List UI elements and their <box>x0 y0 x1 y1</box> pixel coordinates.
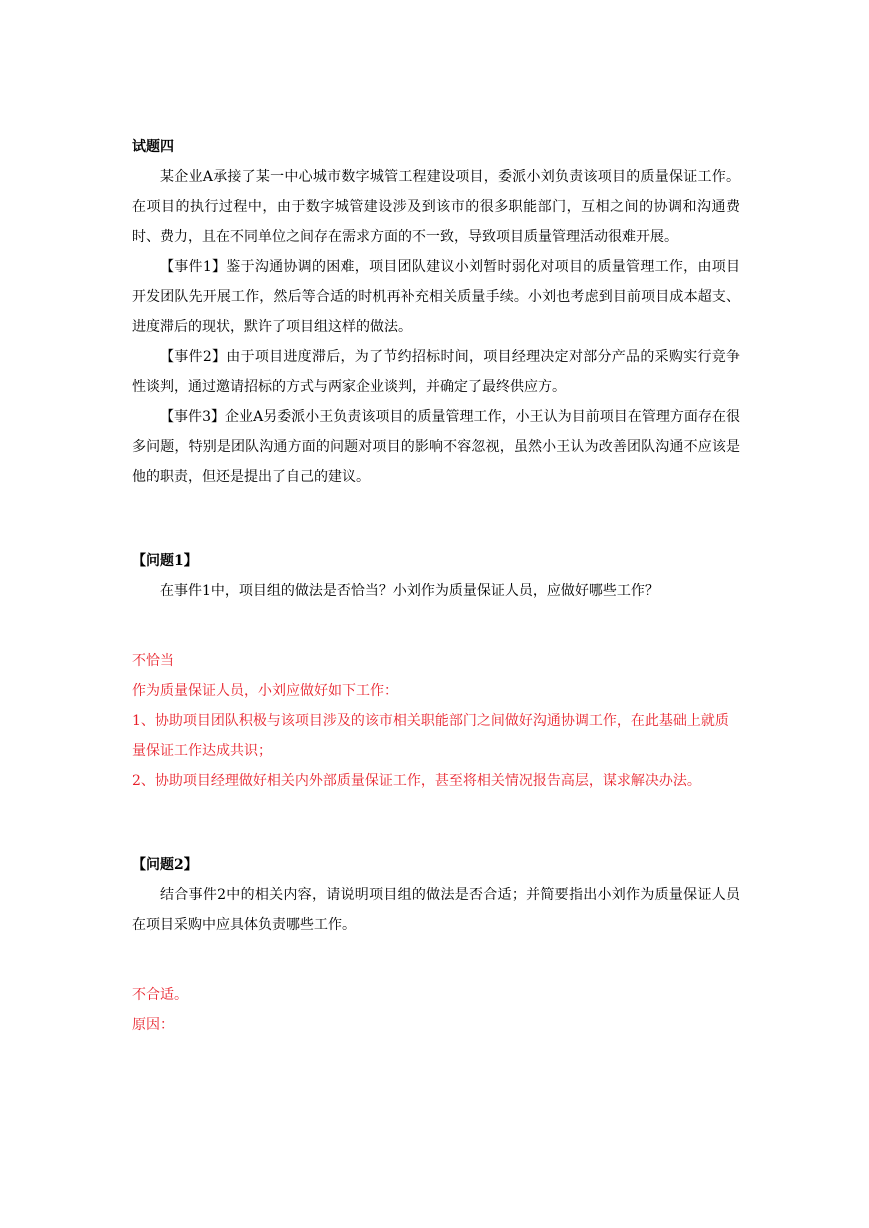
question-1-heading: 【问题1】 <box>132 553 198 569</box>
spacer <box>132 796 740 850</box>
spacer <box>132 940 740 980</box>
answer-2-line: 不合适。 <box>132 987 188 1003</box>
spacer <box>132 492 740 546</box>
answer-1-block <box>132 646 740 796</box>
intro-paragraph: 某企业A承接了某一中心城市数字城管工程建设项目，委派小刘负责该项目的质量保证工作。在项目的执行过程中，由于数字城管建设涉及到该市的很多职能部门，互相之间的协调和沟通费时、费力，且在不同单位之间存在需求方面的不一致，导致项目质量管理活动很难开展。 <box>132 169 740 245</box>
answer-1-line: 2、协助项目经理做好相关内外部质量保证工作，甚至将相关情况报告高层，谋求解决办法。 <box>132 773 701 789</box>
event-3-paragraph: 【事件3】企业A另委派小王负责该项目的质量管理工作，小王认为目前项目在管理方面存在很多问题，特别是团队沟通方面的问题对项目的影响不容忽视，虽然小王认为改善团队沟通不应该是他的职责，但还是提出了自己的建议。 <box>132 409 740 485</box>
document-page <box>132 132 740 1040</box>
exam-title: 试题四 <box>132 139 174 155</box>
answer-2-line: 原因： <box>132 1017 174 1033</box>
answer-1-line: 1、协助项目团队积极与该项目涉及的该市相关职能部门之间做好沟通协调工作，在此基础上就质量保证工作达成共识； <box>132 713 729 759</box>
event-2-paragraph: 【事件2】由于项目进度滞后，为了节约招标时间，项目经理决定对部分产品的采购实行竞争性谈判，通过邀请招标的方式与两家企业谈判，并确定了最终供应方。 <box>132 349 740 395</box>
answer-2-block <box>132 980 740 1040</box>
answer-1-line: 不恰当 <box>132 653 174 669</box>
question-2-heading: 【问题2】 <box>132 857 198 873</box>
answer-1-line: 作为质量保证人员，小刘应做好如下工作： <box>132 683 398 699</box>
question-2-text: 结合事件2中的相关内容，请说明项目组的做法是否合适；并简要指出小刘作为质量保证人员在项目采购中应具体负责哪些工作。 <box>132 887 740 933</box>
spacer <box>132 606 740 646</box>
event-1-paragraph: 【事件1】鉴于沟通协调的困难，项目团队建议小刘暂时弱化对项目的质量管理工作，由项目开发团队先开展工作，然后等合适的时机再补充相关质量手续。小刘也考虑到目前项目成本超支、进度滞后的现状，默许了项目组这样的做法。 <box>132 259 740 335</box>
question-1-text: 在事件1中，项目组的做法是否恰当？小刘作为质量保证人员，应做好哪些工作？ <box>160 583 659 599</box>
